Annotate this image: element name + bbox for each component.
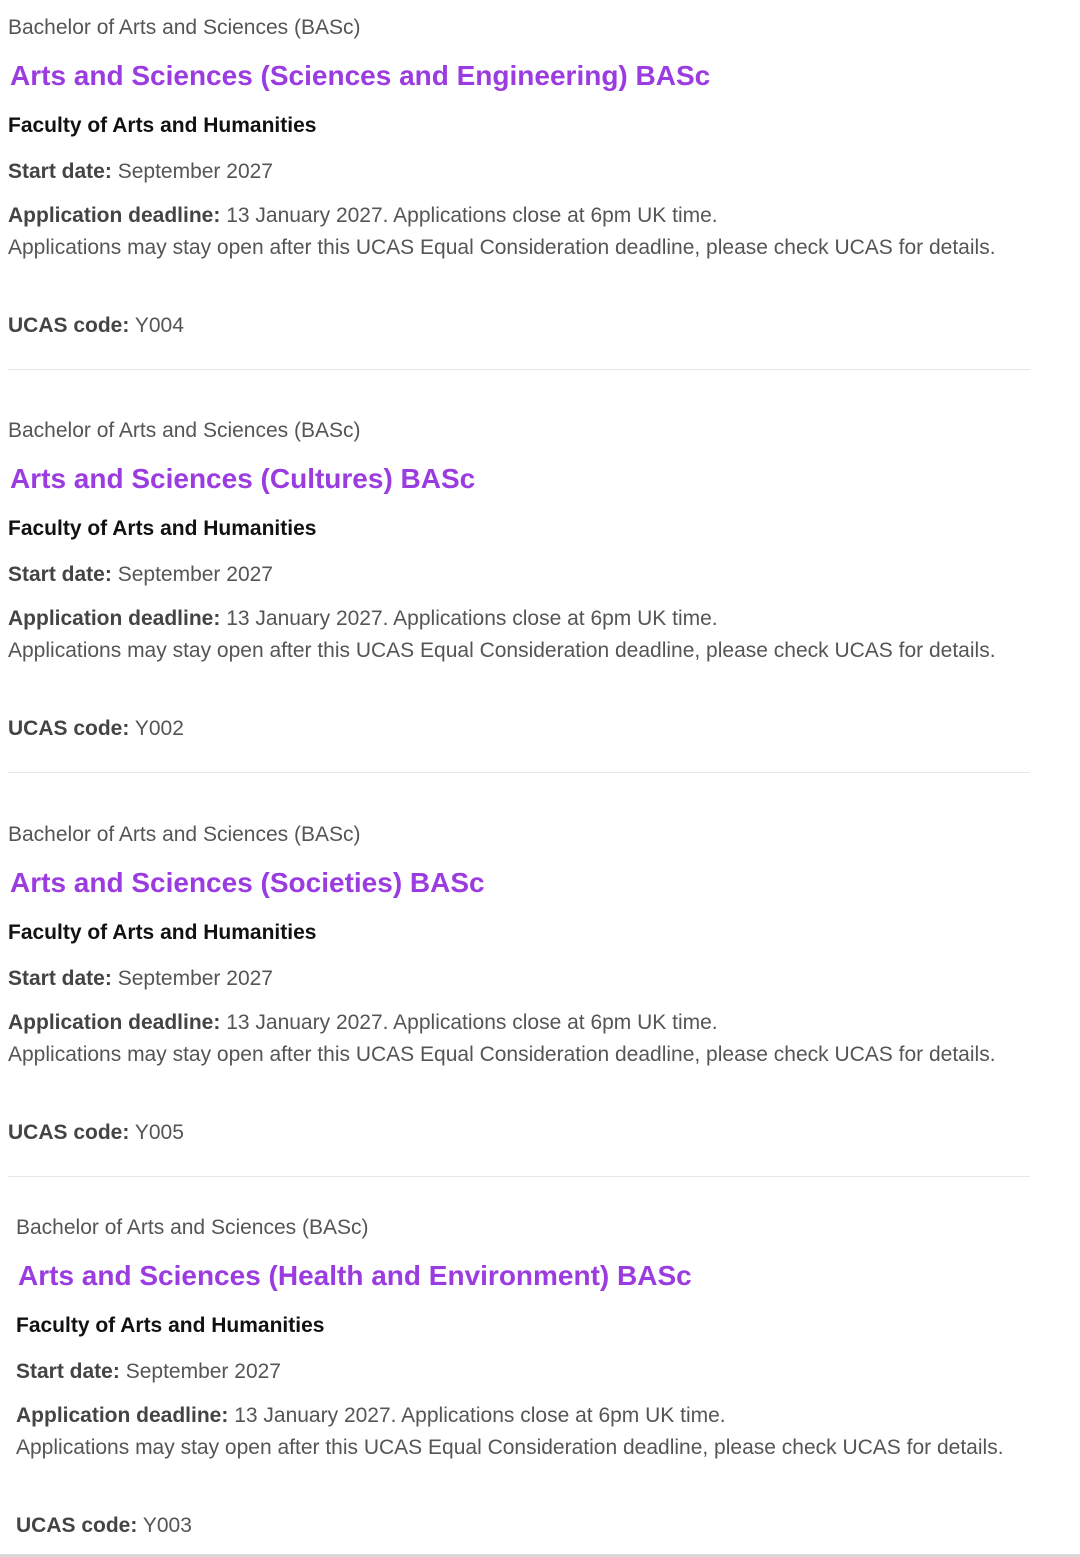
start-date (8, 559, 273, 591)
deadline-label: Application deadline: (8, 1011, 221, 1034)
application-deadline (8, 200, 1018, 264)
degree-type: Bachelor of Arts and Sciences (BASc) (8, 419, 361, 442)
deadline-value: 13 January 2027. Applications close at 6pm UK time. (226, 204, 718, 227)
deadline-label: Application deadline: (8, 204, 221, 227)
faculty-name: Faculty of Arts and Humanities (8, 517, 317, 540)
deadline-note: Applications may stay open after this UCAS Equal Consideration deadline, please check UCAS for details. (16, 1436, 1004, 1459)
ucas-code-value: Y002 (134, 717, 184, 740)
ucas-code-value: Y003 (142, 1514, 192, 1537)
course-title-link[interactable]: Arts and Sciences (Health and Environment) BASc (18, 1260, 692, 1291)
course-card (8, 403, 1030, 773)
application-deadline (8, 1007, 1018, 1071)
start-date-label: Start date: (8, 160, 112, 183)
application-deadline (8, 603, 1018, 667)
course-title-link[interactable]: Arts and Sciences (Sciences and Engineering) BASc (10, 60, 711, 91)
start-date-value: September 2027 (117, 160, 273, 183)
deadline-note: Applications may stay open after this UCAS Equal Consideration deadline, please check UCAS for details. (8, 639, 996, 662)
start-date (8, 156, 273, 188)
deadline-note: Applications may stay open after this UCAS Equal Consideration deadline, please check UCAS for details. (8, 1043, 996, 1066)
ucas-code (16, 1510, 192, 1542)
deadline-label: Application deadline: (16, 1404, 229, 1427)
start-date-label: Start date: (8, 563, 112, 586)
ucas-code-label: UCAS code: (8, 1121, 130, 1144)
start-date-label: Start date: (16, 1360, 120, 1383)
degree-type: Bachelor of Arts and Sciences (BASc) (8, 823, 361, 846)
degree-type: Bachelor of Arts and Sciences (BASc) (16, 1216, 369, 1239)
start-date-label: Start date: (8, 967, 112, 990)
deadline-label: Application deadline: (8, 607, 221, 630)
course-card (8, 807, 1030, 1177)
faculty-name: Faculty of Arts and Humanities (8, 921, 317, 944)
start-date (16, 1356, 281, 1388)
deadline-value: 13 January 2027. Applications close at 6pm UK time. (226, 1011, 718, 1034)
faculty-name: Faculty of Arts and Humanities (8, 114, 317, 137)
ucas-code (8, 713, 184, 745)
deadline-value: 13 January 2027. Applications close at 6pm UK time. (226, 607, 718, 630)
course-card (8, 0, 1030, 370)
ucas-code-value: Y005 (134, 1121, 184, 1144)
course-title-link[interactable]: Arts and Sciences (Societies) BASc (10, 867, 485, 898)
ucas-code-label: UCAS code: (8, 314, 130, 337)
ucas-code-label: UCAS code: (16, 1514, 138, 1537)
ucas-code (8, 310, 184, 342)
faculty-name: Faculty of Arts and Humanities (16, 1314, 325, 1337)
degree-type: Bachelor of Arts and Sciences (BASc) (8, 16, 361, 39)
course-title-link[interactable]: Arts and Sciences (Cultures) BASc (10, 463, 476, 494)
ucas-code-value: Y004 (134, 314, 184, 337)
deadline-value: 13 January 2027. Applications close at 6pm UK time. (234, 1404, 726, 1427)
deadline-note: Applications may stay open after this UCAS Equal Consideration deadline, please check UCAS for details. (8, 236, 996, 259)
start-date-value: September 2027 (117, 563, 273, 586)
application-deadline (16, 1400, 1026, 1464)
course-card (16, 1200, 1038, 1557)
start-date (8, 963, 273, 995)
ucas-code (8, 1117, 184, 1149)
ucas-code-label: UCAS code: (8, 717, 130, 740)
start-date-value: September 2027 (117, 967, 273, 990)
start-date-value: September 2027 (125, 1360, 281, 1383)
